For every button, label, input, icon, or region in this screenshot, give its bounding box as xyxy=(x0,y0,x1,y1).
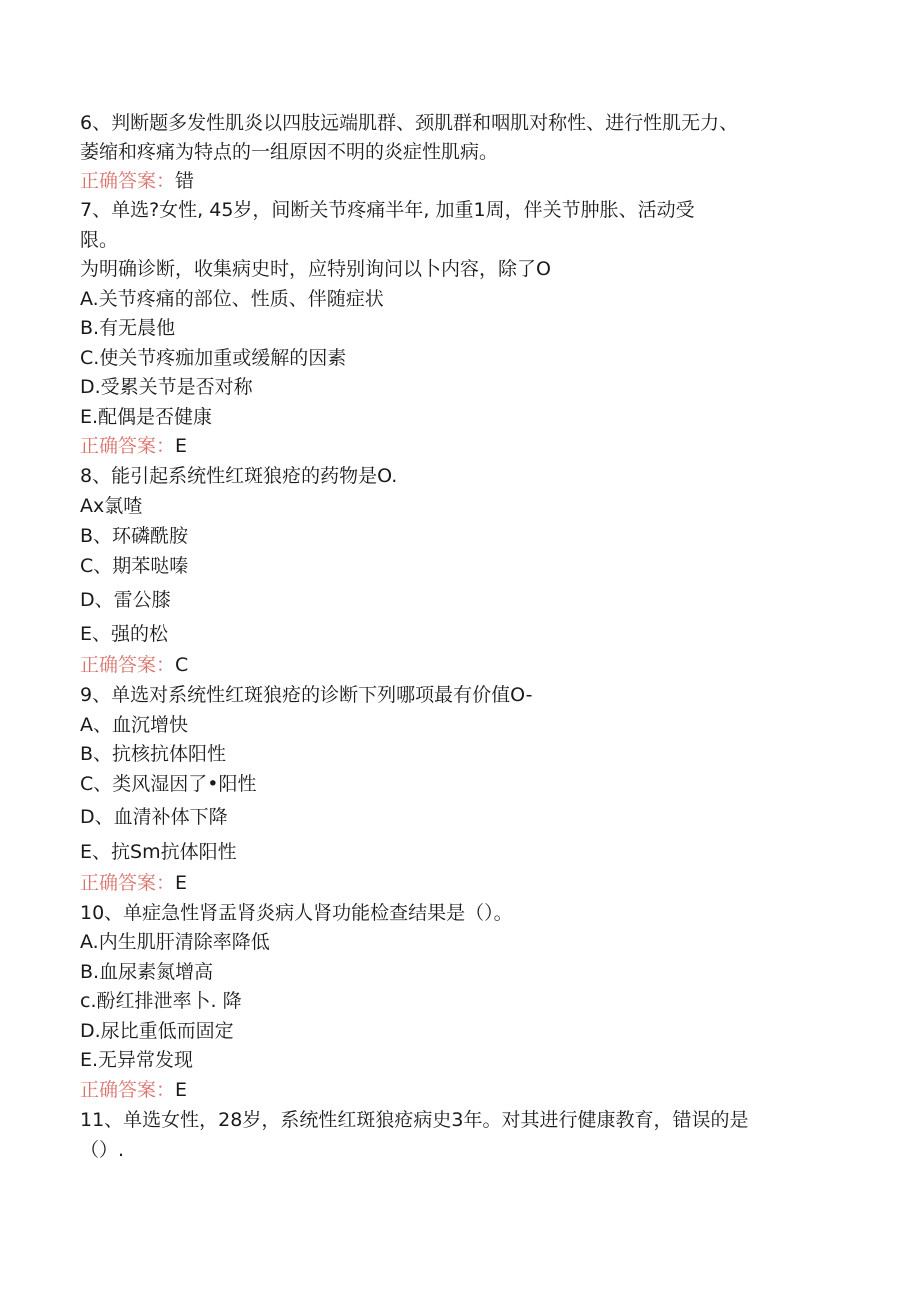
q11-stem-line-1: 11、单选女性，28岁，系统性红斑狼疮病史3年。对其进行健康教育，错误的是 xyxy=(80,1109,749,1131)
q8-option-a: Ax氯喳 xyxy=(80,495,143,517)
q9-option-b: B、抗核抗体阳性 xyxy=(80,743,227,765)
answer-label: 正确答案： xyxy=(80,435,176,457)
q10-stem-line-1: 10、单症急性肾盂肾炎病人肾功能检查结果是（）。 xyxy=(80,902,513,924)
answer-label: 正确答案： xyxy=(80,170,176,192)
answer-value: E xyxy=(175,435,188,457)
q7-option-a: A.关节疼痛的部位、性质、伴随症状 xyxy=(80,288,384,310)
q9-answer xyxy=(80,870,187,896)
q11-stem-line-2: （）. xyxy=(80,1139,125,1161)
q9-stem-line-1: 9、单选对系统性红斑狼疮的诊断下列哪项最有价值O- xyxy=(80,684,533,706)
answer-label: 正确答案： xyxy=(80,654,176,676)
q6-stem-line-1: 6、判断题多发性肌炎以四肢远端肌群、颈肌群和咽肌对称性、进行性肌无力、 xyxy=(80,112,739,134)
q7-option-c: C.使关节疼痂加重或缓解的因素 xyxy=(80,347,347,369)
q10-option-a: A.内生肌肝清除率降低 xyxy=(80,931,270,953)
answer-value: C xyxy=(175,654,189,676)
answer-value: E xyxy=(175,1079,188,1101)
q7-option-d: D.受累关节是否对称 xyxy=(80,376,253,398)
q7-stem-line-1: 7、单选?女性, 45岁，间断关节疼痛半年, 加重1周，伴关节肿胀、活动受 xyxy=(80,199,695,221)
answer-label: 正确答案： xyxy=(80,872,176,894)
q8-option-b: B、环磷酰胺 xyxy=(80,525,189,547)
q6-stem-line-2: 萎缩和疼痛为特点的一组原因不明的炎症性肌病。 xyxy=(80,141,499,163)
answer-label: 正确答案： xyxy=(80,1079,176,1101)
q7-stem-line-3: 为明确诊断，收集病史时，应特别询问以卜内容，除了O xyxy=(80,258,551,280)
q9-option-a: A、血沉增快 xyxy=(80,714,188,736)
q9-option-c: C、类风湿因了•阳性 xyxy=(80,773,257,795)
q8-option-e: E、强的松 xyxy=(80,623,169,645)
q10-answer xyxy=(80,1077,187,1103)
q9-option-e: E、抗Sm抗体阳性 xyxy=(80,841,237,863)
q7-answer xyxy=(80,433,187,459)
q10-option-e: E.无异常发现 xyxy=(80,1049,194,1071)
q6-answer xyxy=(80,168,194,194)
q7-stem-line-2: 限。 xyxy=(80,229,119,251)
q8-stem-line-1: 8、能引起系统性红斑狼疮的药物是O. xyxy=(80,465,398,487)
q7-option-b: B.有无晨他 xyxy=(80,317,176,339)
q8-answer xyxy=(80,652,188,678)
q9-option-d: D、血清补体下降 xyxy=(80,806,228,828)
q10-option-c: c.酚红排泄率卜. 降 xyxy=(80,990,242,1012)
q10-option-d: D.尿比重低而固定 xyxy=(80,1020,234,1042)
q10-option-b: B.血尿素氮增高 xyxy=(80,961,214,983)
q8-option-d: D、雷公膝 xyxy=(80,589,171,611)
q7-option-e: E.配偶是否健康 xyxy=(80,406,213,428)
answer-value: E xyxy=(175,872,188,894)
answer-value: 错 xyxy=(175,170,195,192)
q8-option-c: C、期苯哒嗪 xyxy=(80,555,189,577)
